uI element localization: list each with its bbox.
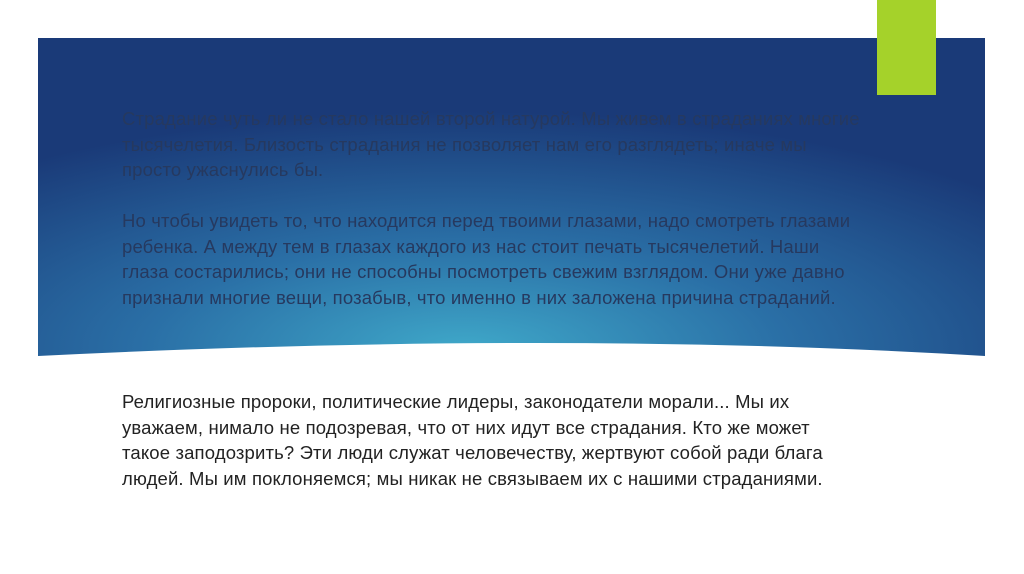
paragraph-2: Но чтобы увидеть то, что находится перед твоими глазами, надо смотреть глазами ребенка. А между тем в глазах каждого из нас стоит печать тысячелетий. Наши глаза состарились; они не способны посмотреть свежим взглядом. Они уже давно признали многие вещи, позабыв, что именно в них заложена причина страданий.: [122, 210, 851, 308]
paragraph-1: Страдание чуть ли не стало нашей второй натурой. Мы живем в страданиях многие тысячелетия. Близость страдания не позволяет нам его разглядеть; иначе мы просто ужаснулись бы.: [122, 108, 860, 180]
paragraph-3: Религиозные пророки, политические лидеры, законодатели морали... Мы их уважаем, нимало не подозревая, что от них идут все страдания. Кто же может такое заподозрить? Эти люди служат человечеству, жертвуют собой ради блага людей. Мы им поклоняемся; мы никак не связываем их с нашими страданиями.: [122, 391, 823, 489]
accent-bar: [877, 0, 936, 95]
